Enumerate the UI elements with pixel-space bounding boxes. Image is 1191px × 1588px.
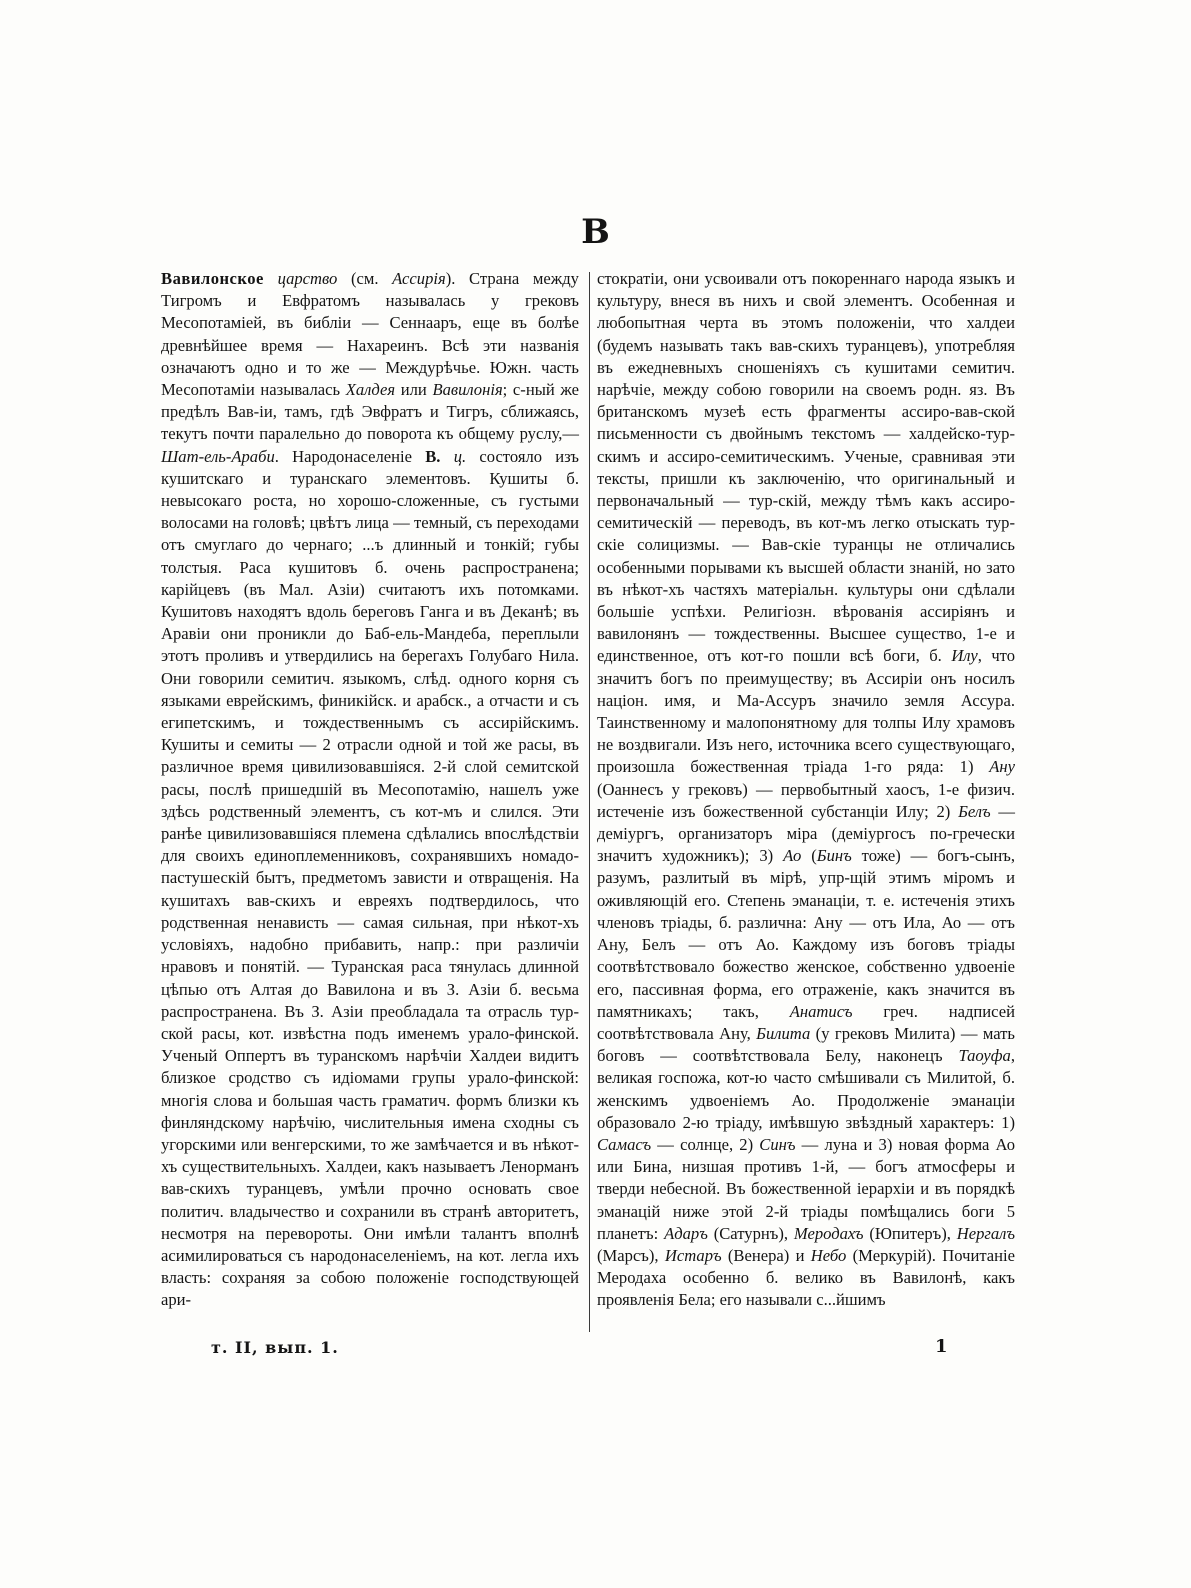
abbreviation-italic: ц.	[453, 446, 467, 466]
text-run: — луна и 3) новая форма Ао или Бина, низшая противъ 1-й, — богъ атмосферы и тверди небесной. Въ божественной іерархіи и въ порядкѣ эманацій ниже этой 2-й тріады помѣщались боги 5 планетъ:	[597, 1134, 1015, 1243]
column-divider	[589, 272, 590, 1332]
italic-term: Анатисъ	[789, 1001, 853, 1021]
text-run: или	[395, 380, 433, 400]
text-run: ; с-ный же предѣлъ Вав-іи, тамъ, гдѣ Эвфратъ и Тигръ, сближаясь, текутъ почти паралельно до поворота къ общему руслу,—	[161, 380, 580, 444]
text-column-right	[597, 268, 1015, 1312]
italic-term: Нергалъ	[956, 1223, 1016, 1243]
text-run: (у грековъ Милита) — мать боговъ — соотвѣтствовала Белу, наконецъ	[597, 1023, 1015, 1066]
abbreviation-bold: В.	[425, 446, 441, 466]
italic-term: Шат-ель-Араби	[161, 446, 275, 466]
text-run: — деміургъ, организаторъ міра (деміургосъ по-гречески значитъ художникъ); 3)	[597, 801, 1015, 866]
text-run: (Марсъ),	[597, 1245, 665, 1265]
italic-term: Белъ	[958, 801, 991, 821]
text-run: — солнце, 2)	[651, 1134, 760, 1154]
text-run: , что значитъ богъ по преимуществу; въ Ассиріи онъ носилъ націон. имя, и Ма-Ассуръ значило земля Ассура. Таинственному и малопонятному для толпы Илу храмовъ не воздвигали. Изъ него, источника всего существующаго, произошла божественная тріада 1-го ряда: 1)	[597, 646, 1015, 777]
text-run: греч. надписей соотвѣтствовала Ану,	[597, 1001, 1015, 1043]
text-run: (Меркурій). Почитаніе Меродаха особенно б. велико въ Вавилонѣ, какъ проявленія Бела; его называли с...йшимъ	[597, 1245, 1015, 1310]
italic-term: Истаръ	[664, 1245, 722, 1265]
text-column-left	[161, 268, 579, 1312]
italic-term: Илу	[951, 646, 978, 666]
footer-page-number: 1	[935, 1336, 948, 1357]
text-run: (	[801, 846, 817, 866]
italic-term: Билита	[756, 1023, 811, 1043]
article-paragraph-right	[597, 268, 1015, 1312]
text-run: (Оаннесъ у грековъ) — первобытный хаосъ, 1-е физич. истеченіе изъ божественной субстанціи Илу; 2)	[597, 779, 1015, 821]
article-paragraph-left	[161, 268, 579, 1312]
text-run: стократіи, они усвоивали отъ покореннаго народа языкъ и культуру, внеся въ нихъ и свой элементъ. Особенная и любопытная черта въ этомъ положеніи, что халдеи (будемъ называть такъ вав-скихъ туранцевъ), употребляя въ ежедневныхъ сношеніяхъ съ кушитами семитич. нарѣчіе, между собою говорили на своемъ родн. яз. Въ британскомъ музеѣ есть фрагменты ассиро-вав-ской письменности съ двойнымъ текстомъ — халдейско-тур-скимъ и ассиро-семитическимъ. Ученые, сравнивая эти тексты, пришли къ заключенію, что оригинальный и первоначальный — тур-скій, между тѣмъ какъ ассиро-семитическій — переводъ, въ кот-мъ легко отыскать тур-скіе солицизмы. — Вав-скіе туранцы не отличались особенными порывами къ высшей области знаній, но зато въ нѣкот-хъ частяхъ матеріальн. культуры они сдѣлали большіе успѣхи. Религіозн. вѣрованія ассиріянъ и вавилонянъ — тождественны. Высшее существо, 1-е и единственное, отъ кот-го пошли всѣ боги, б.	[597, 269, 1015, 666]
italic-term: Бинъ	[816, 846, 852, 866]
italic-term: Небо	[810, 1245, 847, 1265]
text-run: тоже) — богъ-сынъ, разумъ, разлитый въ мірѣ, упр-щій этимъ міромъ и оживляющій его. Степень эманаціи, т. е. истеченія этихъ членовъ тріады, б. различна: Ану — отъ Ила, Ао — отъ Ану, Белъ — отъ Ао. Каждому изъ боговъ тріады соотвѣтствовало божество женское, собственно удвоеніе его, пассивная форма, его отраженіе, какъ значится въ памятникахъ; такъ,	[597, 846, 1015, 1021]
italic-term: Таоуфа	[958, 1046, 1011, 1066]
text-run: . Народонаселеніе	[274, 446, 426, 466]
text-run: (Венера) и	[721, 1245, 811, 1265]
text-run: (Сатурнъ),	[707, 1223, 794, 1243]
headword-tail: царство	[277, 269, 338, 288]
text-run: (Юпитеръ),	[863, 1223, 957, 1243]
italic-term: Синъ	[759, 1134, 796, 1154]
article-headword: Вавилонское	[161, 269, 264, 288]
text-run: состояло изъ кушитскаго и туранскаго элементовъ. Кушиты б. невысокаго роста, но хорошо-сложенные, съ густыми волосами на головѣ; цвѣтъ лица — темный, съ переходами отъ смуглаго до чернаго; ...ъ длинный и тонкій; губы толстыя. Раса кушитовъ б. очень распространена; карійцевъ (въ Мал. Азіи) считаютъ ихъ потомками. Кушитовъ находятъ вдоль береговъ Ганга и въ Деканѣ; въ Аравіи они проникли до Баб-ель-Мандеба, переплыли этотъ проливъ и утвердились на берегахъ Голубаго Нила. Они говорили семитич. языкомъ, слѣд. одного корня съ языками еврейскимъ, финикійск. и арабск., а отчасти и съ египетскимъ, и тождественнымъ съ ассирійскимъ. Кушиты и семиты — 2 отрасли одной и той же расы, въ различное время цивилизовавшіяся. 2-й слой семитской расы, послѣ пришедшій въ Месопотамію, нашелъ уже здѣсь родственный элементъ, съ кот-мъ и слился. Эти ранѣе цивилизовавшіяся племена сдѣлались впослѣдствіи для своихъ единоплеменниковъ, сохранявшихъ номадо-пастушескій бытъ, предметомъ зависти и отвращенія. На кушитахъ вав-скихъ и евреяхъ подтвердилось, что родственная ненависть — самая сильная, при нѣкот-хъ условіяхъ, надобно прибавить, напр.: при различіи нравовъ и понятій. — Туранская раса тянулась длинной цѣпью отъ Алтая до Вавилона и въ З. Азіи б. весьма распространена. Въ З. Азіи преобладала та отрасль тур-ской расы, кот. извѣстна подъ именемъ урало-финской. Ученый Оппертъ въ туранскомъ нарѣчіи Халдеи видитъ близкое сродство съ идіомами групы урало-финской: многія слова и большая часть граматич. формъ близки къ финляндскому нарѣчію, числительныя имена сходны съ угорскими или венгерскими, то же замѣчается и въ нѣкот-хъ существительныхъ. Халдеи, какъ называетъ Ленорманъ вав-скихъ туранцевъ, умѣли прочно основать свое политич. владычество и сохранили въ странѣ авторитетъ, несмотря на перевороты. Они имѣли талантъ вполнѣ асимилироваться съ народонаселеніемъ, на кот. легла ихъ власть: сохраняя за собою положеніе господствующей ари-	[161, 446, 579, 1310]
cross-reference: Ассирія	[392, 269, 446, 288]
italic-term: Адаръ	[664, 1223, 708, 1243]
italic-term: Халдея	[345, 380, 396, 400]
text-run: (см.	[337, 269, 393, 288]
italic-term: Самасъ	[597, 1134, 652, 1154]
footer-volume-label: т. II, вып. 1.	[211, 1338, 339, 1357]
italic-term: Меродахъ	[793, 1223, 864, 1243]
italic-term: Ану	[989, 757, 1015, 777]
text-run: , великая госпожа, кот-ю часто смѣшивали съ Милитой, б. женскимъ удвоеніемъ Ао. Продолженіе эманаціи образовало 2-ю тріаду, имѣвшую звѣздный характеръ: 1)	[597, 1046, 1015, 1132]
text-run: ). Страна между Тигромъ и Евфратомъ называлась у грековъ Месопотаміей, въ библіи — Сеннааръ, еще въ болѣе древнѣйшее время — Нахареинъ. Всѣ эти названія означаютъ одно и то же — Междурѣчье. Южн. часть Месопотаміи называлась	[161, 269, 579, 400]
italic-term: Вавилонія	[432, 380, 503, 400]
italic-term: Ао	[783, 846, 802, 866]
section-letter: В	[581, 212, 610, 252]
